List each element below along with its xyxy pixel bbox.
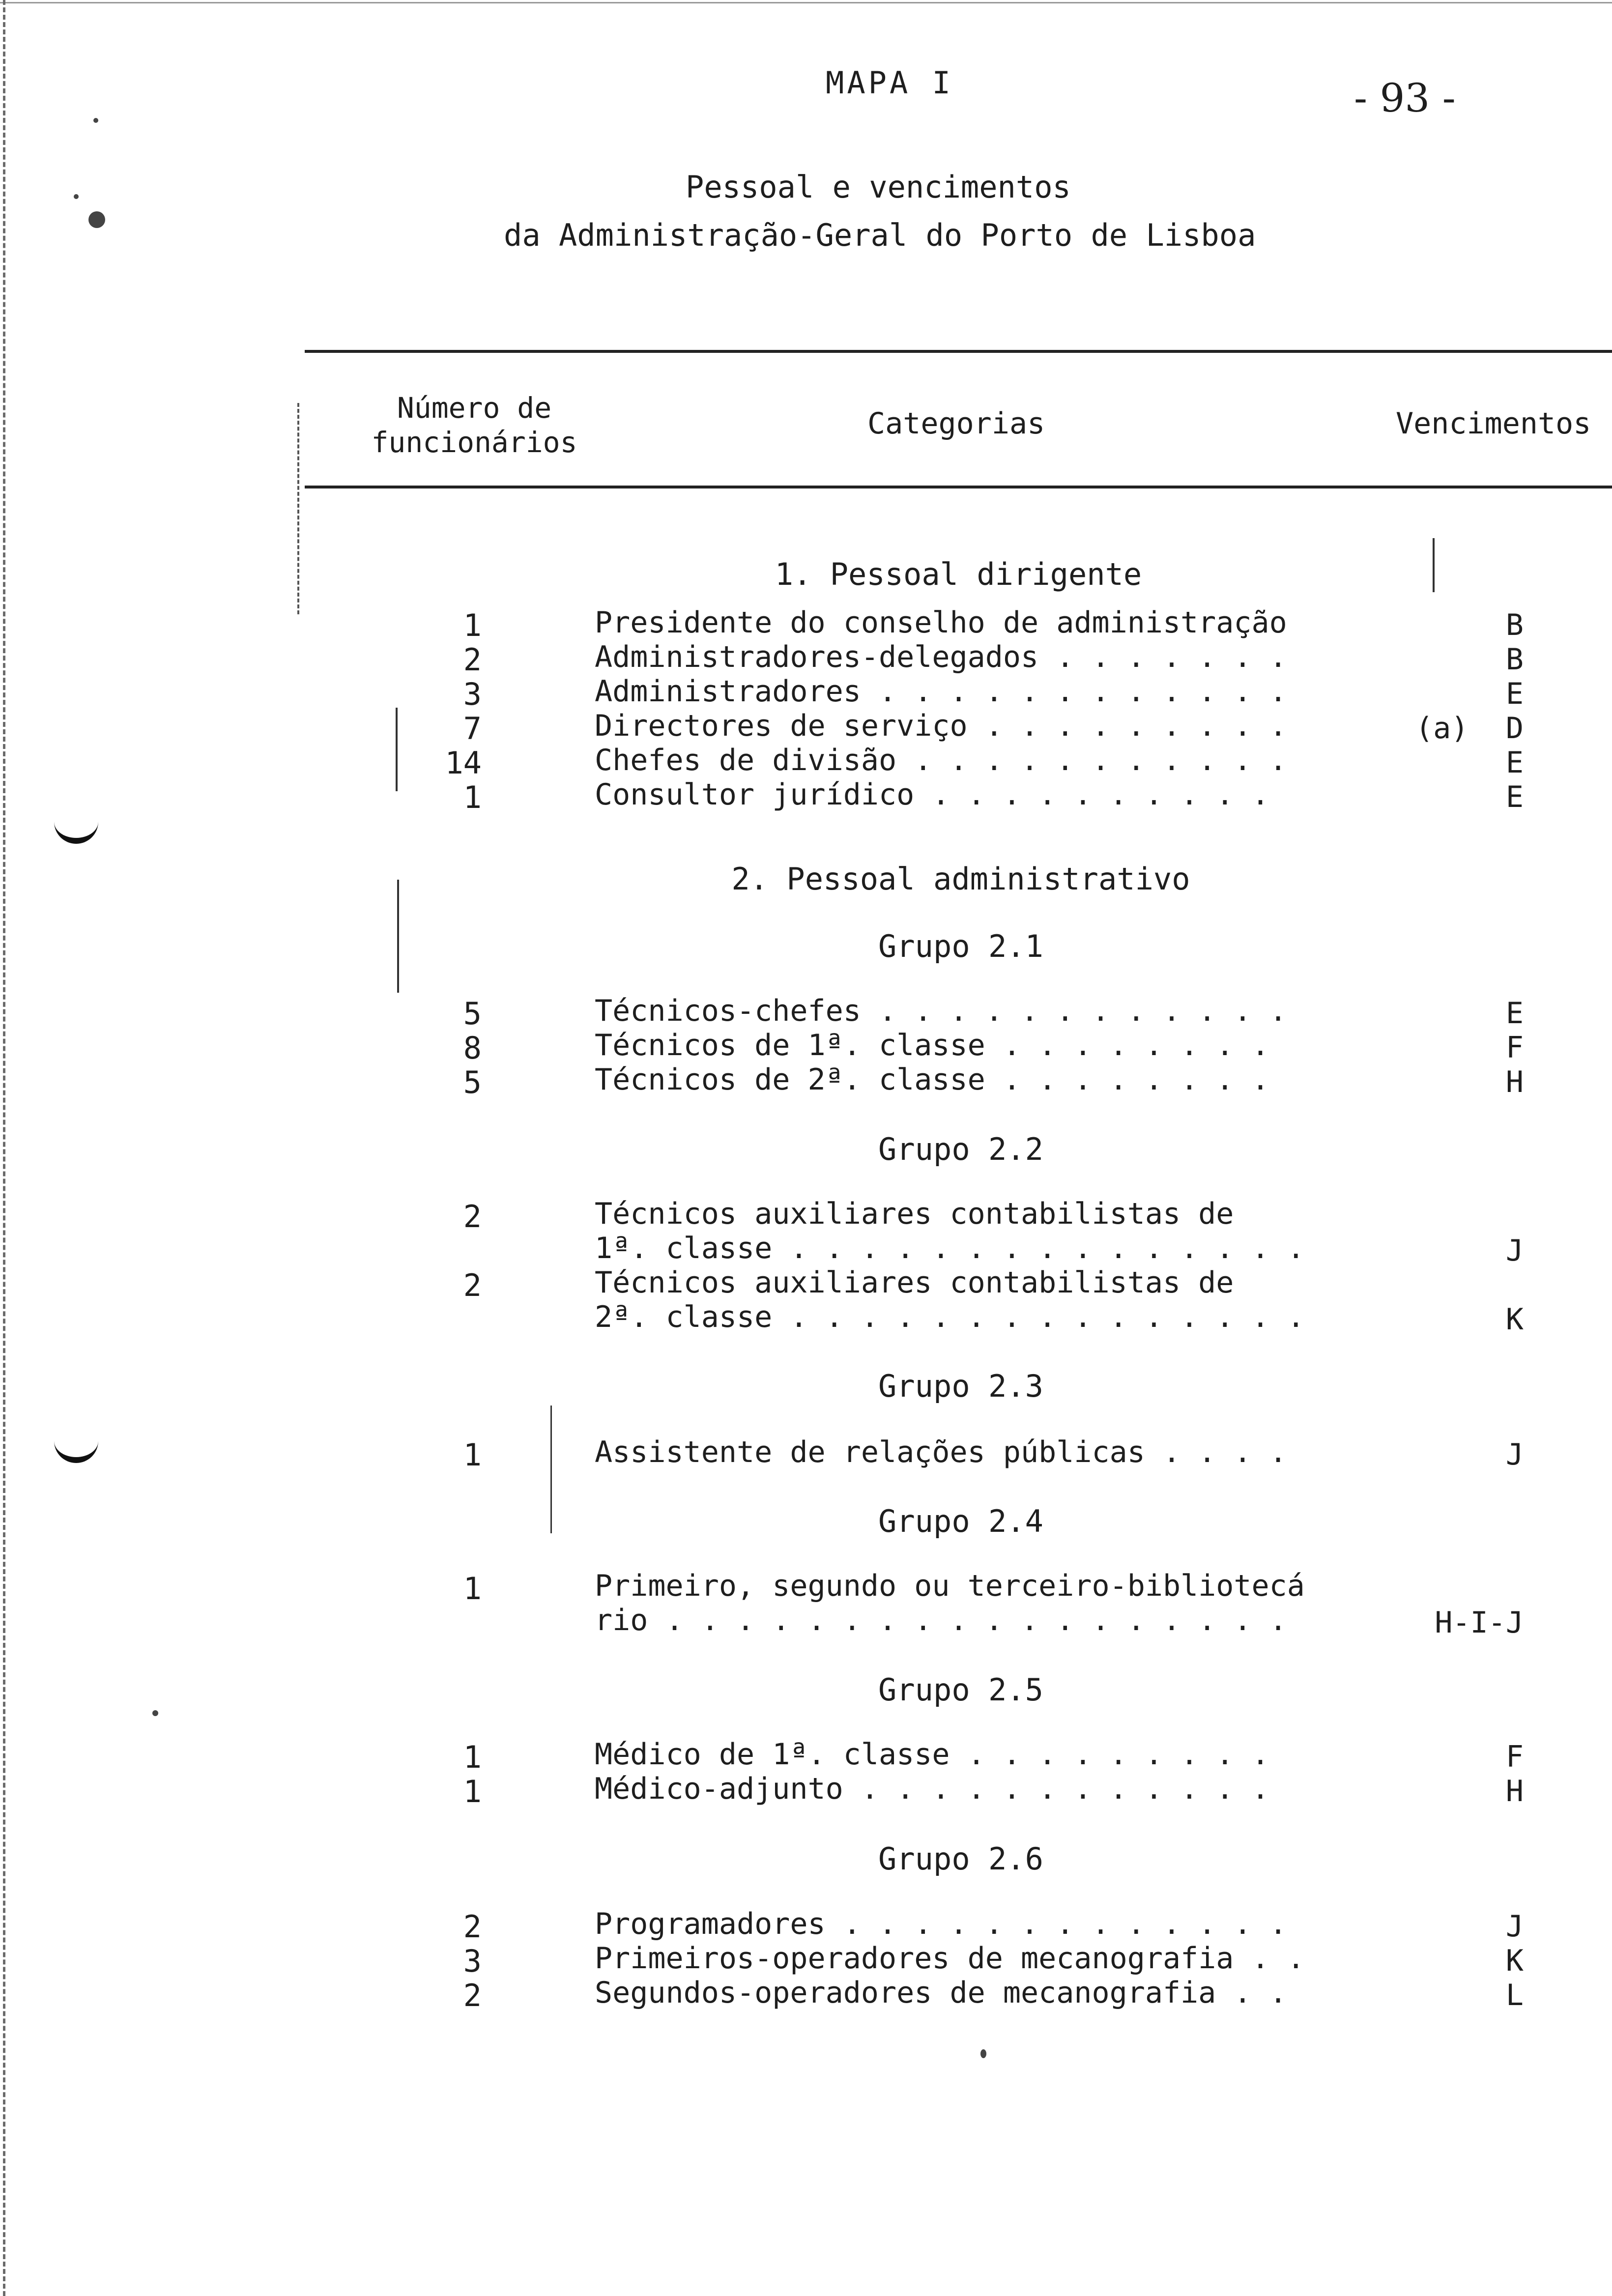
- row-category: Médico de 1ª. classe . . . . . . . . .: [595, 1737, 1269, 1772]
- row-category-line1: Técnicos auxiliares contabilistas de: [595, 1197, 1234, 1231]
- page-title: Pessoal e vencimentos: [686, 169, 1071, 205]
- row-category: Directores de serviço . . . . . . . . .: [595, 709, 1287, 743]
- row-salary-grade: B: [1505, 642, 1524, 677]
- row-salary-grade: E: [1505, 780, 1524, 814]
- hole-punch-mark: [54, 1437, 98, 1463]
- section-title: 1. Pessoal dirigente: [775, 556, 1142, 592]
- row-salary-grade: B: [1505, 608, 1524, 642]
- row-category-line2: 1ª. classe . . . . . . . . . . . . . . .: [595, 1231, 1305, 1265]
- table-top-rule: [305, 350, 1612, 353]
- row-salary-grade: D: [1505, 711, 1524, 746]
- ink-speck: [74, 194, 79, 199]
- row-category: Primeiros-operadores de mecanografia . .: [595, 1941, 1305, 1976]
- row-number: 1: [463, 1437, 482, 1473]
- row-number: 1: [463, 1774, 482, 1809]
- pencil-mark: [397, 880, 399, 993]
- ink-speck: [152, 1710, 158, 1716]
- row-number: 2: [463, 642, 482, 678]
- row-category: Programadores . . . . . . . . . . . . .: [595, 1907, 1287, 1941]
- row-number: 1: [463, 1571, 482, 1607]
- ink-speck: [980, 2049, 986, 2058]
- column-header-numero: [359, 391, 590, 459]
- column-header-categorias: Categorias: [867, 406, 1045, 441]
- section-title: 2. Pessoal administrativo: [731, 861, 1190, 897]
- row-number: 1: [463, 779, 482, 815]
- left-edge-perforation: [3, 0, 5, 2296]
- row-number: 2: [463, 1267, 482, 1303]
- table-header-rule: [305, 486, 1612, 488]
- map-label: MAPA I: [826, 65, 953, 101]
- row-category: Segundos-operadores de mecanografia . .: [595, 1976, 1287, 2010]
- group-title: Grupo 2.2: [878, 1131, 1043, 1167]
- column-header-vencimentos: Vencimentos: [1396, 406, 1591, 441]
- top-edge-line: [0, 2, 1612, 3]
- row-category-line1: Primeiro, segundo ou terceiro-bibliotecá: [595, 1569, 1305, 1603]
- margin-tick: [1433, 538, 1435, 592]
- row-category: Chefes de divisão . . . . . . . . . . .: [595, 743, 1287, 777]
- row-category: Administradores-delegados . . . . . . .: [595, 640, 1287, 674]
- group-title: Grupo 2.6: [878, 1841, 1043, 1877]
- column-header-numero-line2: funcionários: [371, 426, 577, 459]
- row-category: Consultor jurídico . . . . . . . . . .: [595, 777, 1269, 812]
- row-number: 3: [463, 676, 482, 712]
- group-title: Grupo 2.3: [878, 1368, 1043, 1404]
- row-salary-grade: J: [1505, 1909, 1524, 1944]
- row-category: Técnicos de 2ª. classe . . . . . . . .: [595, 1062, 1269, 1097]
- row-salary-grade: H: [1505, 1774, 1524, 1808]
- row-number: 2: [463, 1909, 482, 1945]
- hole-punch-mark: [54, 818, 98, 844]
- row-category-line2: rio . . . . . . . . . . . . . . . . . .: [595, 1603, 1287, 1637]
- row-category-line2: 2ª. classe . . . . . . . . . . . . . . .: [595, 1300, 1305, 1334]
- row-category-line1: Técnicos auxiliares contabilistas de: [595, 1265, 1234, 1300]
- row-salary-grade: E: [1505, 996, 1524, 1031]
- row-salary-grade: F: [1505, 1031, 1524, 1065]
- row-number: 8: [463, 1030, 482, 1066]
- row-number: 5: [463, 996, 482, 1032]
- row-category: Administradores . . . . . . . . . . . .: [595, 674, 1287, 709]
- ink-speck: [88, 211, 105, 228]
- page-number: - 93 -: [1354, 75, 1456, 121]
- row-category: Assistente de relações públicas . . . .: [595, 1435, 1287, 1469]
- table-left-edge: [297, 403, 299, 614]
- row-number: 3: [463, 1943, 482, 1979]
- group-title: Grupo 2.1: [878, 928, 1043, 964]
- row-number: 7: [463, 711, 482, 746]
- pencil-mark: [550, 1406, 552, 1533]
- row-number: 14: [445, 745, 482, 781]
- row-number: 1: [463, 607, 482, 643]
- row-category: Médico-adjunto . . . . . . . . . . . .: [595, 1772, 1269, 1806]
- row-category: Presidente do conselho de administração: [595, 605, 1287, 640]
- row-salary-grade: E: [1505, 746, 1524, 780]
- row-category: Técnicos-chefes . . . . . . . . . . . .: [595, 994, 1287, 1028]
- group-title: Grupo 2.4: [878, 1503, 1043, 1539]
- row-number: 5: [463, 1064, 482, 1100]
- column-header-numero-line1: Número de: [397, 391, 552, 425]
- pencil-mark: [396, 708, 398, 791]
- row-footnote-marker: (a): [1415, 711, 1469, 746]
- row-salary-grade: J: [1505, 1437, 1524, 1472]
- row-number: 1: [463, 1739, 482, 1775]
- group-title: Grupo 2.5: [878, 1672, 1043, 1708]
- row-salary-grade: H-I-J: [1435, 1606, 1524, 1640]
- row-salary-grade: K: [1505, 1944, 1524, 1978]
- row-number: 2: [463, 1978, 482, 2013]
- row-category: Técnicos de 1ª. classe . . . . . . . .: [595, 1028, 1269, 1062]
- row-salary-grade: K: [1505, 1302, 1524, 1337]
- page-subtitle: da Administração-Geral do Porto de Lisboa: [504, 217, 1256, 253]
- row-salary-grade: L: [1505, 1978, 1524, 2012]
- ink-speck: [93, 118, 98, 123]
- row-number: 2: [463, 1199, 482, 1234]
- row-salary-grade: J: [1505, 1234, 1524, 1268]
- row-salary-grade: E: [1505, 677, 1524, 711]
- row-salary-grade: H: [1505, 1065, 1524, 1099]
- row-salary-grade: F: [1505, 1740, 1524, 1774]
